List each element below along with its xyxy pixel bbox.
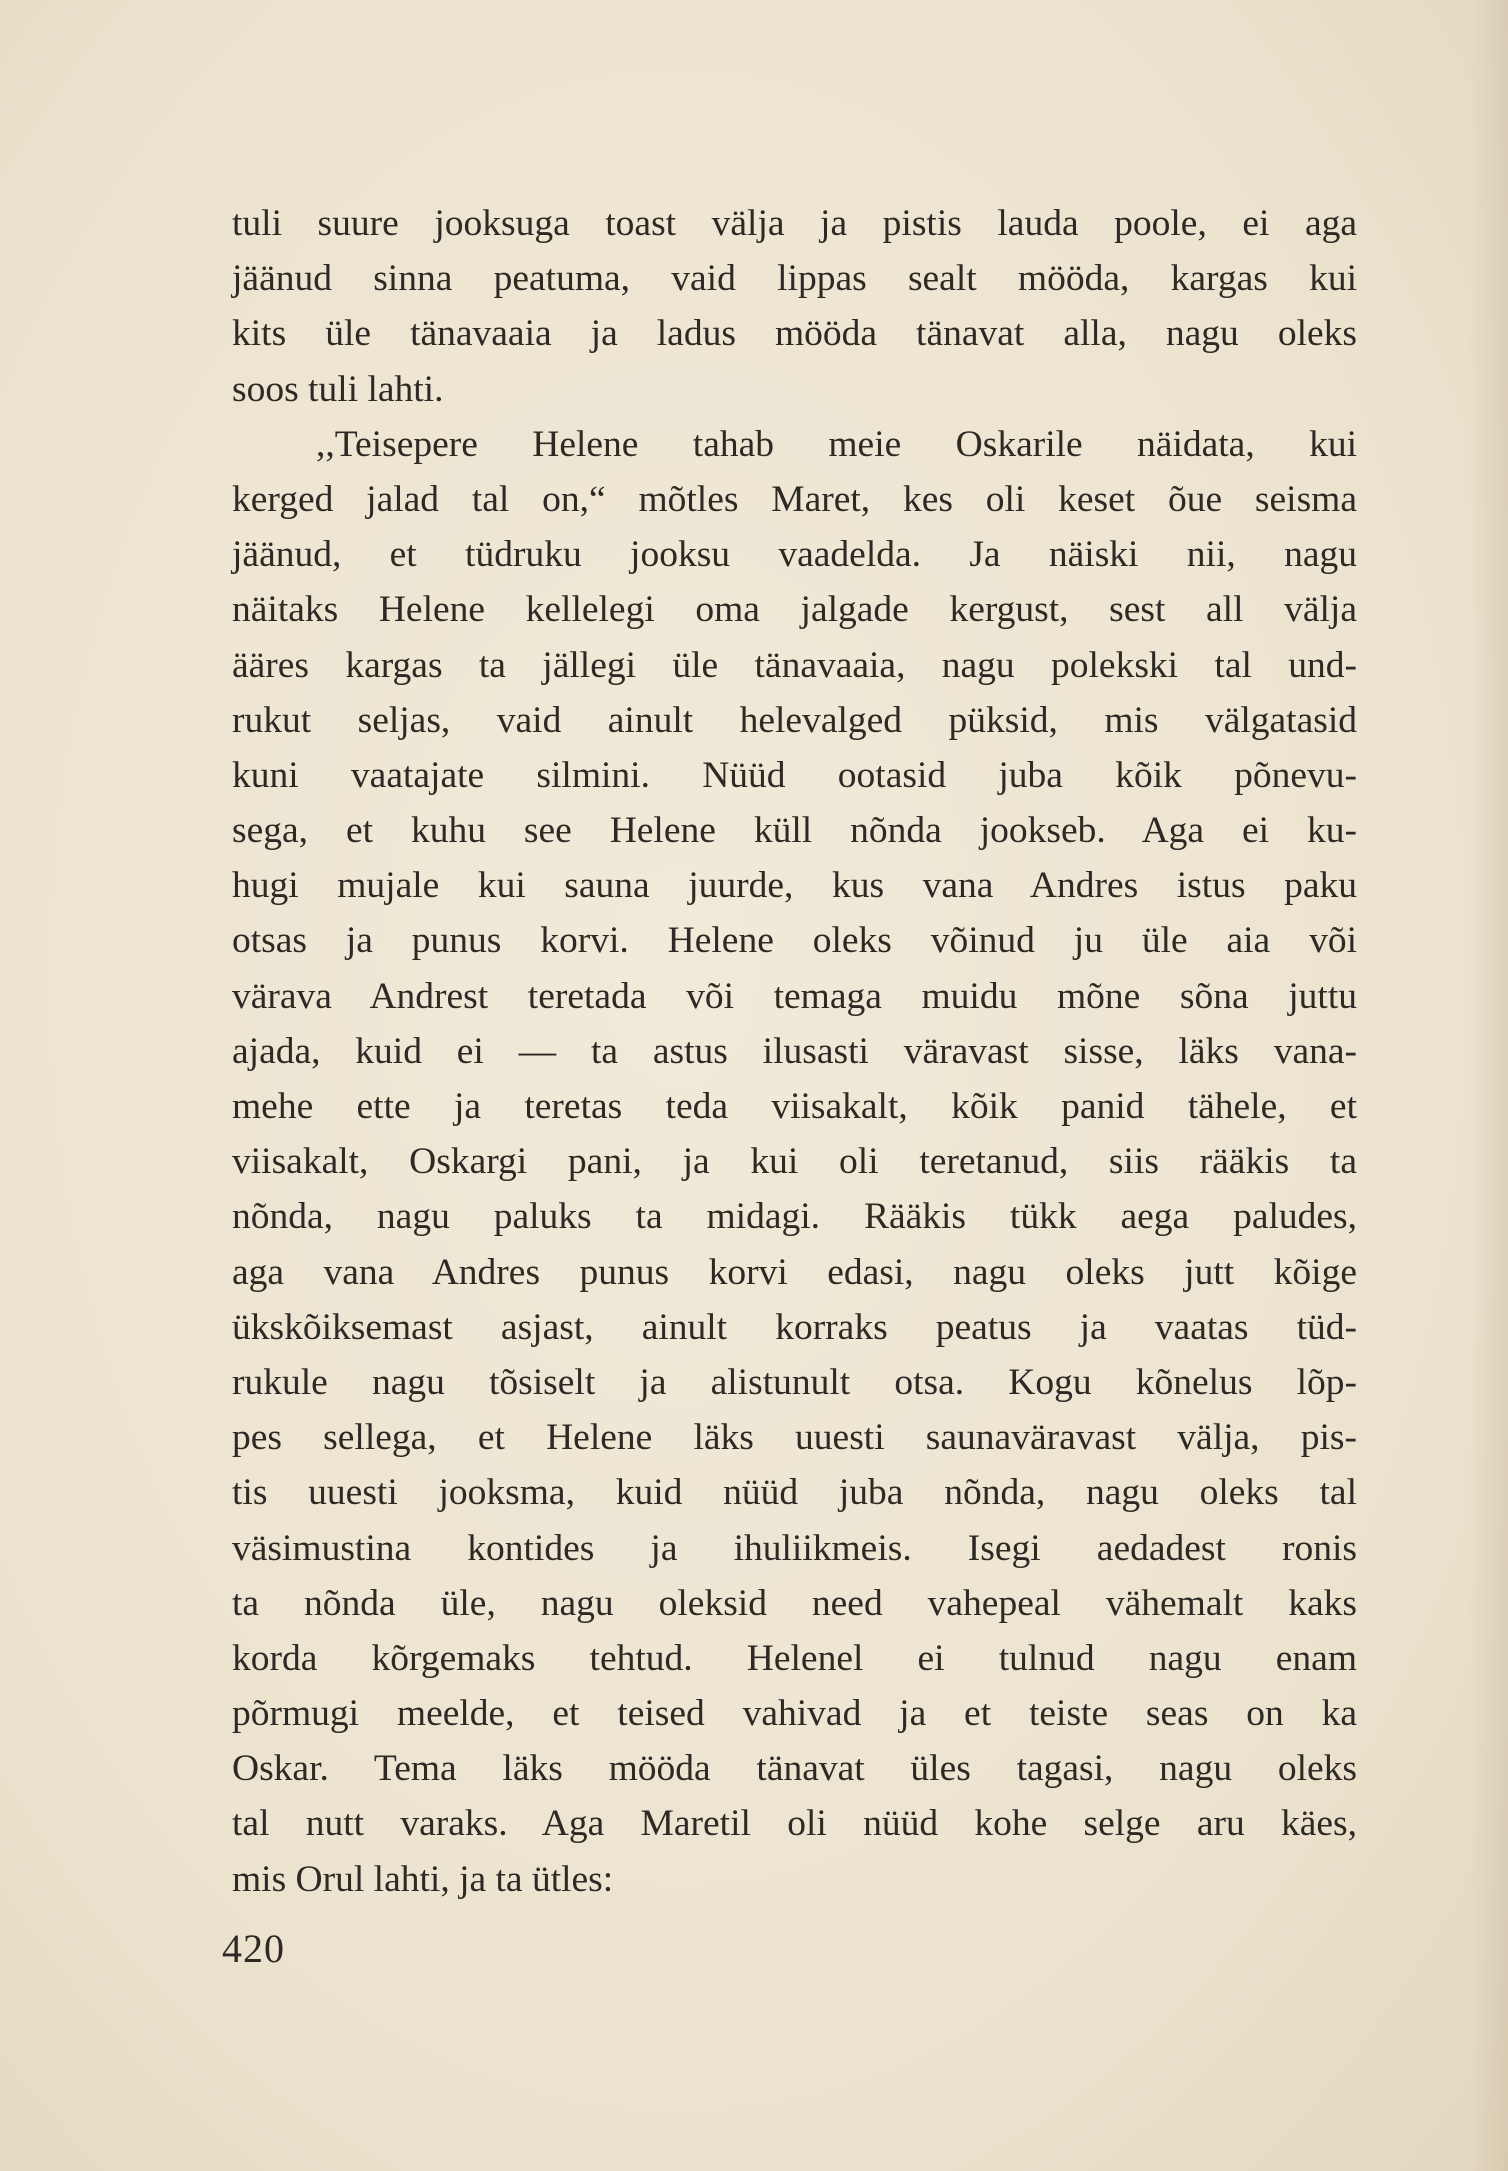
text-line-12: sega, et kuhu see Helene küll nõnda jookseb. Aga ei ku-: [232, 810, 1357, 852]
text-line-25: väsimustina kontides ja ihuliikmeis. Isegi aedadest ronis: [232, 1527, 1357, 1569]
text-line-30: tal nutt varaks. Aga Maretil oli nüüd kohe selge aru käes,: [232, 1803, 1357, 1845]
text-line-4: soos tuli lahti.: [232, 368, 444, 410]
text-line-18: viisakalt, Oskargi pani, ja kui oli teretanud, siis rääkis ta: [232, 1141, 1357, 1183]
text-line-20: aga vana Andres punus korvi edasi, nagu oleks jutt kõige: [232, 1251, 1357, 1293]
text-line-10: rukut seljas, vaid ainult helevalged püksid, mis välgatasid: [232, 699, 1357, 741]
text-line-21: ükskõiksemast asjast, ainult korraks peatus ja vaatas tüd-: [232, 1306, 1357, 1348]
text-line-22: rukule nagu tõsiselt ja alistunult otsa. Kogu kõnelus lõp-: [232, 1361, 1357, 1403]
text-line-2: jäänud sinna peatuma, vaid lippas sealt mööda, kargas kui: [232, 258, 1357, 300]
text-line-3: kits üle tänavaaia ja ladus mööda tänavat alla, nagu oleks: [232, 313, 1357, 355]
text-line-16: ajada, kuid ei — ta astus ilusasti väravast sisse, läks vana-: [232, 1030, 1357, 1072]
body-text: [232, 196, 1357, 1907]
text-line-11: kuni vaatajate silmini. Nüüd ootasid juba kõik põnevu-: [232, 754, 1357, 796]
text-line-5: ,,Teisepere Helene tahab meie Oskarile näidata, kui: [316, 423, 1357, 465]
text-line-24: tis uuesti jooksma, kuid nüüd juba nõnda, nagu oleks tal: [232, 1472, 1357, 1514]
text-line-28: põrmugi meelde, et teised vahivad ja et teiste seas on ka: [232, 1693, 1357, 1735]
text-line-17: mehe ette ja teretas teda viisakalt, kõik panid tähele, et: [232, 1086, 1357, 1127]
page-edge-shadow: [1468, 0, 1508, 2171]
page-number: 420: [222, 1926, 285, 1971]
text-line-31: mis Orul lahti, ja ta ütles:: [232, 1858, 614, 1900]
text-line-1: tuli suure jooksuga toast välja ja pistis lauda poole, ei aga: [232, 203, 1357, 244]
text-line-14: otsas ja punus korvi. Helene oleks võinud ju üle aia või: [232, 920, 1357, 962]
text-line-23: pes sellega, et Helene läks uuesti saunaväravast välja, pis-: [232, 1417, 1357, 1459]
text-line-15: värava Andrest teretada või temaga muidu mõne sõna juttu: [232, 975, 1357, 1017]
text-line-19: nõnda, nagu paluks ta midagi. Rääkis tükk aega paludes,: [232, 1196, 1357, 1238]
text-line-7: jäänud, et tüdruku jooksu vaadelda. Ja näiski nii, nagu: [232, 534, 1357, 576]
text-line-27: korda kõrgemaks tehtud. Helenel ei tulnud nagu enam: [232, 1637, 1357, 1679]
text-line-8: näitaks Helene kellelegi oma jalgade kergust, sest all välja: [232, 589, 1357, 631]
text-line-6: kerged jalad tal on,“ mõtles Maret, kes oli keset õue seisma: [232, 478, 1357, 520]
text-line-13: hugi mujale kui sauna juurde, kus vana Andres istus paku: [232, 865, 1357, 907]
text-line-9: ääres kargas ta jällegi üle tänavaaia, nagu polekski tal und-: [232, 644, 1357, 686]
text-line-26: ta nõnda üle, nagu oleksid need vahepeal vähemalt kaks: [232, 1582, 1357, 1624]
text-line-29: Oskar. Tema läks mööda tänavat üles tagasi, nagu oleks: [232, 1748, 1357, 1790]
